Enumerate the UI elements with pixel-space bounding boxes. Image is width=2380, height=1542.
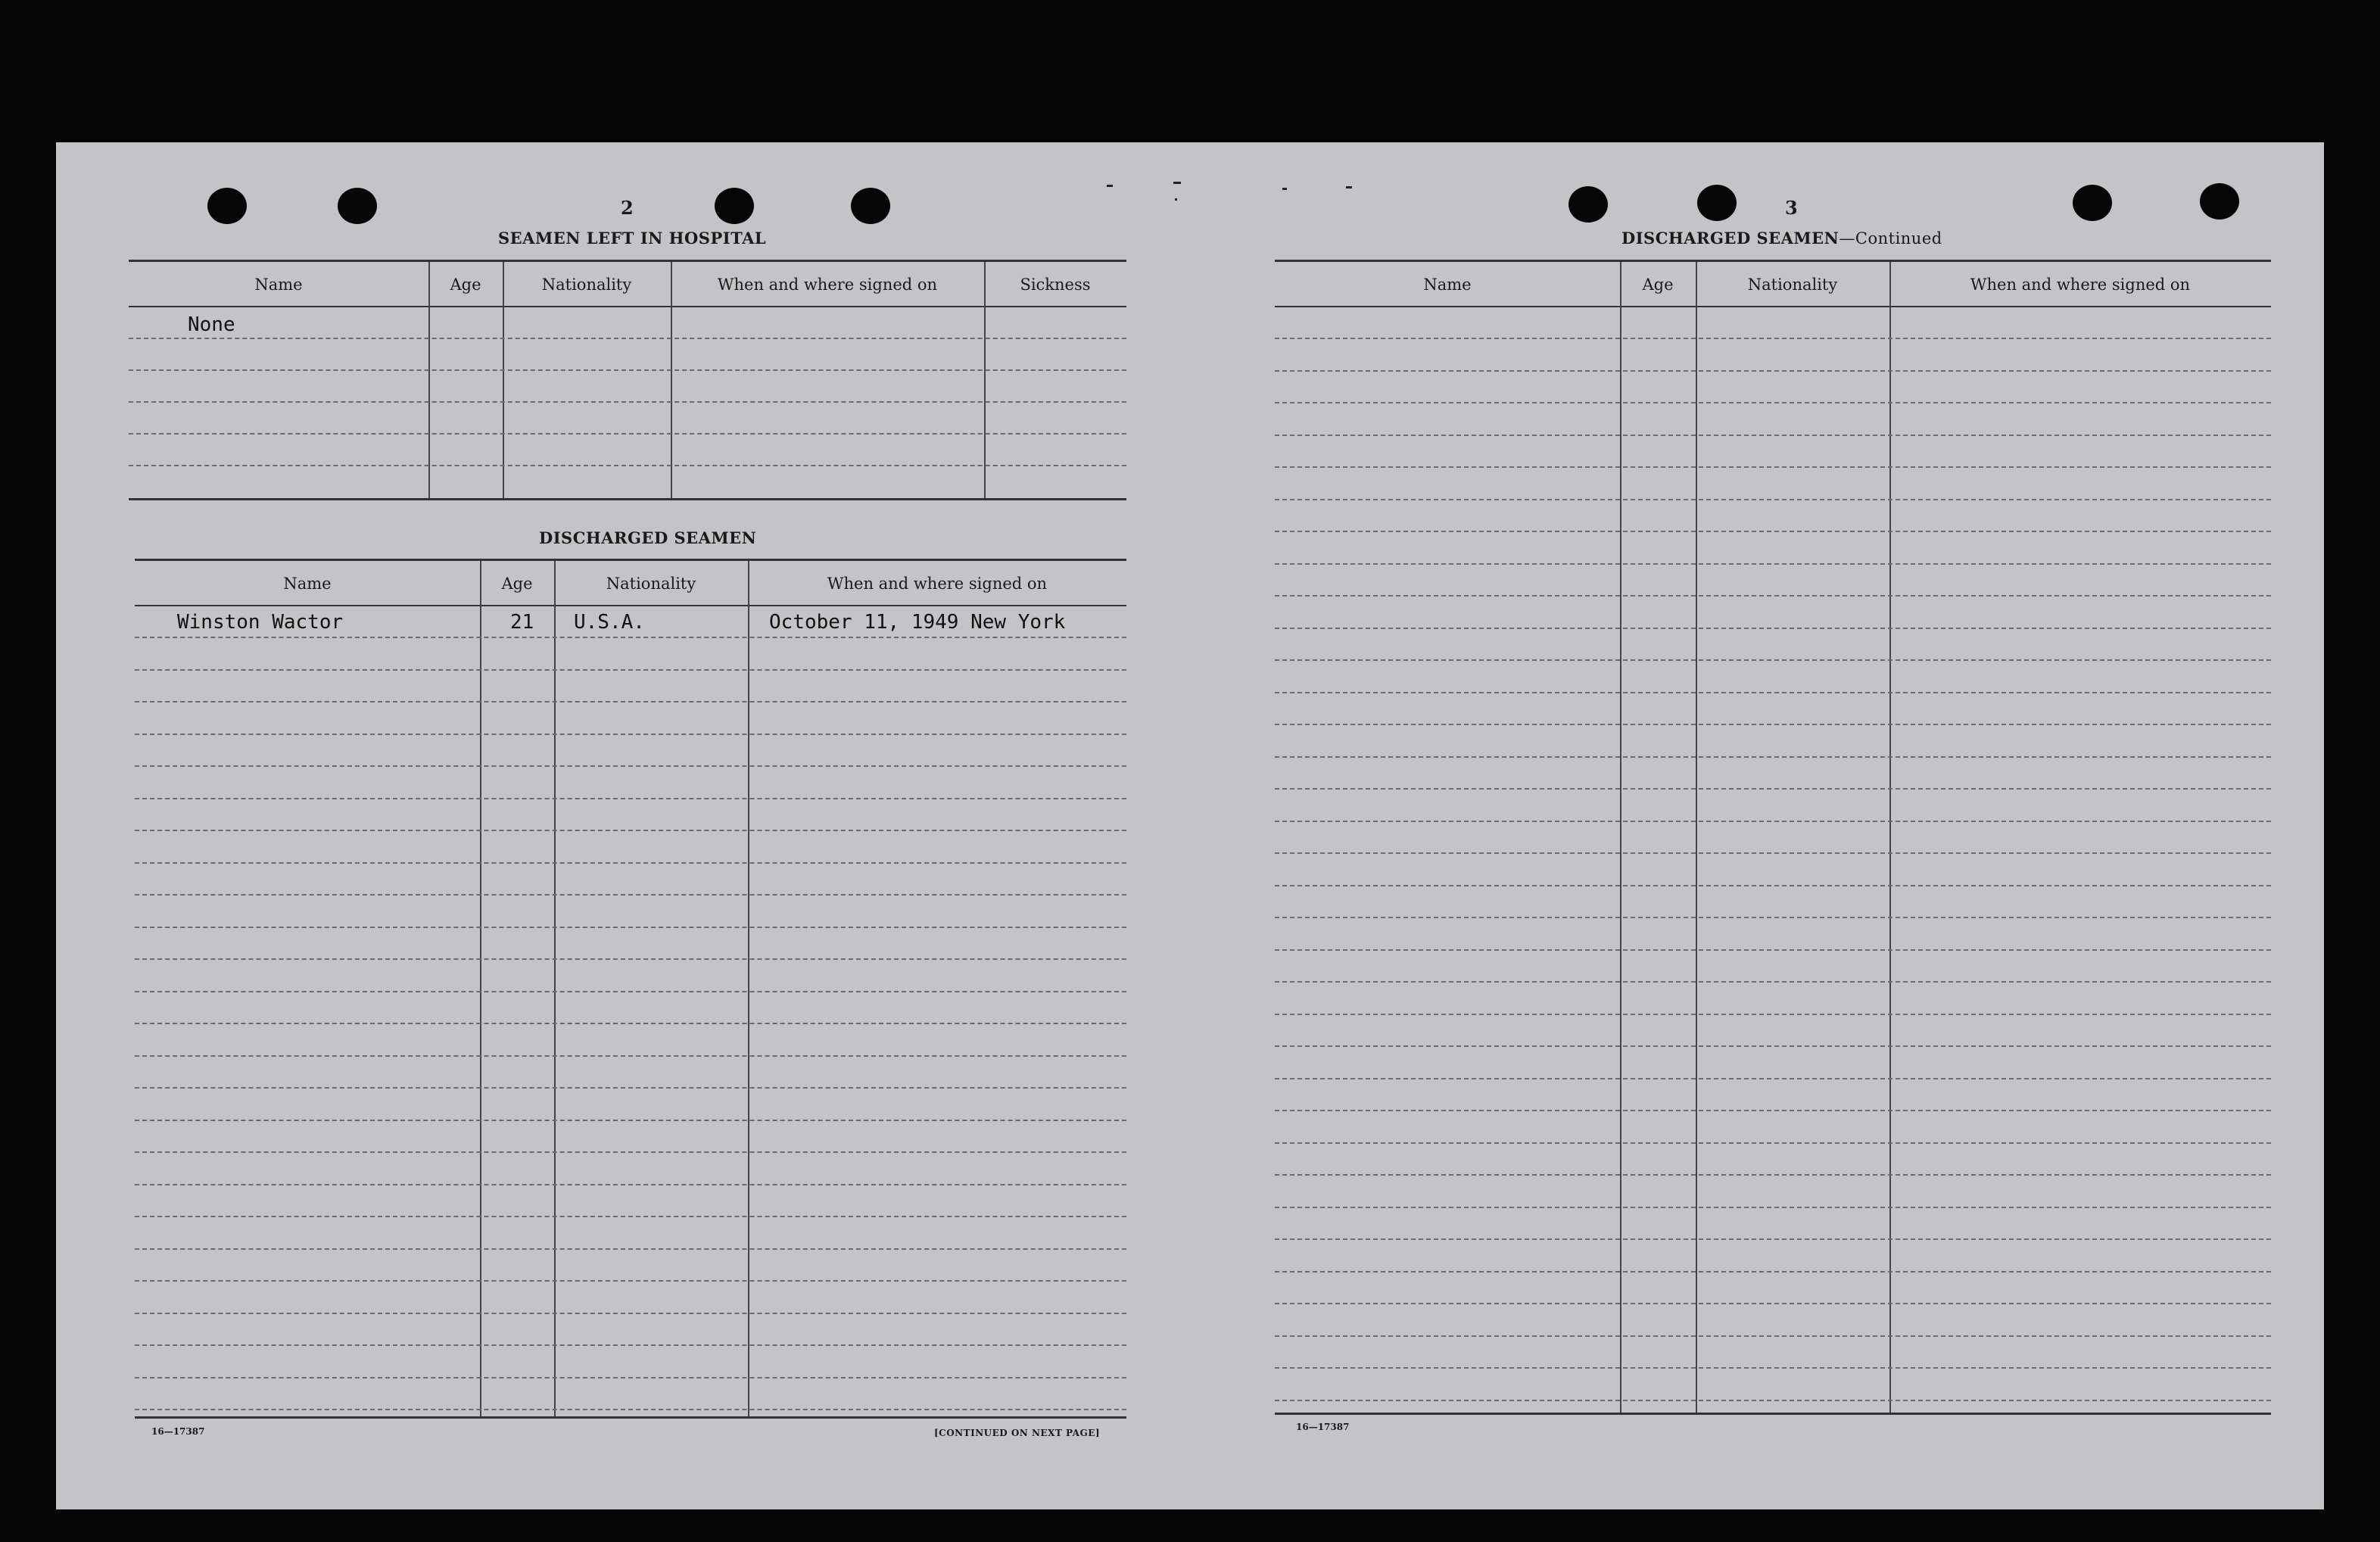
ruled-line [1275, 724, 2271, 725]
document-sheet [56, 142, 2324, 1509]
ruled-line [135, 830, 1126, 831]
ruled-line [1275, 1367, 2271, 1369]
ruled-line [1275, 531, 2271, 532]
continued-header-age: Age [1642, 276, 1674, 294]
ruled-line [1275, 628, 2271, 629]
ruled-line [135, 1055, 1126, 1057]
discharged-header-signed-on: When and where signed on [827, 575, 1048, 593]
punch-hole [207, 188, 247, 224]
ruled-line [1275, 659, 2271, 661]
ruled-line [1275, 981, 2271, 983]
ruled-line [1275, 1400, 2271, 1401]
punch-hole [2200, 183, 2239, 220]
ruled-line [135, 1087, 1126, 1089]
ruled-line [1275, 1303, 2271, 1304]
punch-hole [715, 188, 754, 224]
ruled-line [135, 927, 1126, 928]
discharged-row-nationality: U.S.A. [574, 611, 645, 634]
ruled-line [1275, 1142, 2271, 1144]
ruled-line [1275, 1045, 2271, 1047]
ruled-line [1275, 466, 2271, 468]
discharged-header-name: Name [283, 575, 332, 593]
ruled-line [135, 1344, 1126, 1346]
ruled-line [1275, 885, 2271, 886]
ruled-line [135, 894, 1126, 896]
ruled-line [1275, 338, 2271, 339]
scan-speck [1175, 198, 1177, 201]
ruled-line [1275, 1207, 2271, 1208]
page-number-left: 2 [621, 197, 634, 219]
punch-hole [2073, 185, 2112, 221]
discharged-row-age: 21 [510, 611, 534, 634]
ruled-line [1275, 1174, 2271, 1176]
punch-hole [338, 188, 377, 224]
punch-hole [1568, 186, 1608, 223]
hospital-header-sickness: Sickness [1020, 276, 1091, 294]
hospital-header-age: Age [450, 276, 481, 294]
discharged-header-nationality: Nationality [606, 575, 696, 593]
ruled-line [1275, 1271, 2271, 1273]
ruled-line [1275, 370, 2271, 372]
continued-title [1621, 229, 1942, 248]
ruled-line [135, 1184, 1126, 1185]
ruled-line [135, 1248, 1126, 1250]
ruled-line [1275, 435, 2271, 436]
hospital-header-name: Name [254, 276, 303, 294]
ruled-line [1275, 1078, 2271, 1079]
ruled-line [135, 1313, 1126, 1314]
ruled-line [1275, 563, 2271, 565]
continued-title-main: DISCHARGED SEAMEN [1621, 229, 1840, 248]
ruled-line [1275, 788, 2271, 790]
page-number-right: 3 [1785, 197, 1798, 219]
hospital-entry-none: None [188, 313, 235, 336]
discharged-continued-table [1275, 260, 2271, 1415]
ruled-line [1275, 1238, 2271, 1240]
scan-speck [1107, 185, 1113, 187]
ruled-line [1275, 949, 2271, 951]
ruled-line [135, 701, 1126, 702]
hospital-title: SEAMEN LEFT IN HOSPITAL [498, 229, 767, 248]
ruled-line [1275, 1110, 2271, 1111]
ruled-line [135, 862, 1126, 864]
ruled-line [135, 765, 1126, 767]
ruled-line [135, 1023, 1126, 1024]
ruled-line [1275, 692, 2271, 693]
ruled-line [135, 669, 1126, 671]
punch-hole [851, 188, 890, 224]
ruled-line [135, 637, 1126, 638]
ruled-line [135, 958, 1126, 960]
ruled-line [1275, 595, 2271, 597]
hospital-header-nationality: Nationality [541, 276, 632, 294]
ruled-line [135, 1120, 1126, 1121]
continued-header-name: Name [1423, 276, 1472, 294]
ruled-line [135, 1216, 1126, 1217]
form-number-right: 16—17387 [1296, 1422, 1350, 1432]
discharged-row-signed-on: October 11, 1949 New York [769, 611, 1066, 634]
continued-title-suffix: —Continued [1839, 229, 1942, 248]
ruled-line [135, 1377, 1126, 1378]
form-number-left: 16—17387 [151, 1426, 205, 1437]
ruled-line [135, 798, 1126, 799]
ruled-line [1275, 1335, 2271, 1337]
ruled-line [135, 1409, 1126, 1410]
ruled-line [1275, 917, 2271, 918]
punch-hole [1697, 185, 1737, 221]
ruled-line [135, 1151, 1126, 1153]
ruled-line [135, 734, 1126, 735]
ruled-line [1275, 852, 2271, 854]
discharged-header-age: Age [501, 575, 533, 593]
continued-header-nationality: Nationality [1747, 276, 1838, 294]
ruled-line [135, 991, 1126, 992]
continued-footnote: [CONTINUED ON NEXT PAGE] [934, 1428, 1101, 1438]
hospital-table [129, 260, 1126, 500]
continued-header-signed-on: When and where signed on [1970, 276, 2191, 294]
hospital-header-signed-on: When and where signed on [717, 276, 938, 294]
ruled-line [1275, 499, 2271, 500]
discharged-row-name: Winston Wactor [177, 611, 344, 634]
ruled-line [1275, 821, 2271, 822]
discharged-title: DISCHARGED SEAMEN [539, 528, 757, 547]
ruled-line [1275, 756, 2271, 758]
scan-speck [1282, 188, 1287, 190]
scan-speck [1346, 186, 1352, 188]
ruled-line [1275, 402, 2271, 403]
discharged-table [135, 559, 1126, 1419]
scan-speck [1173, 182, 1181, 184]
ruled-line [1275, 1014, 2271, 1015]
ruled-line [135, 1280, 1126, 1282]
